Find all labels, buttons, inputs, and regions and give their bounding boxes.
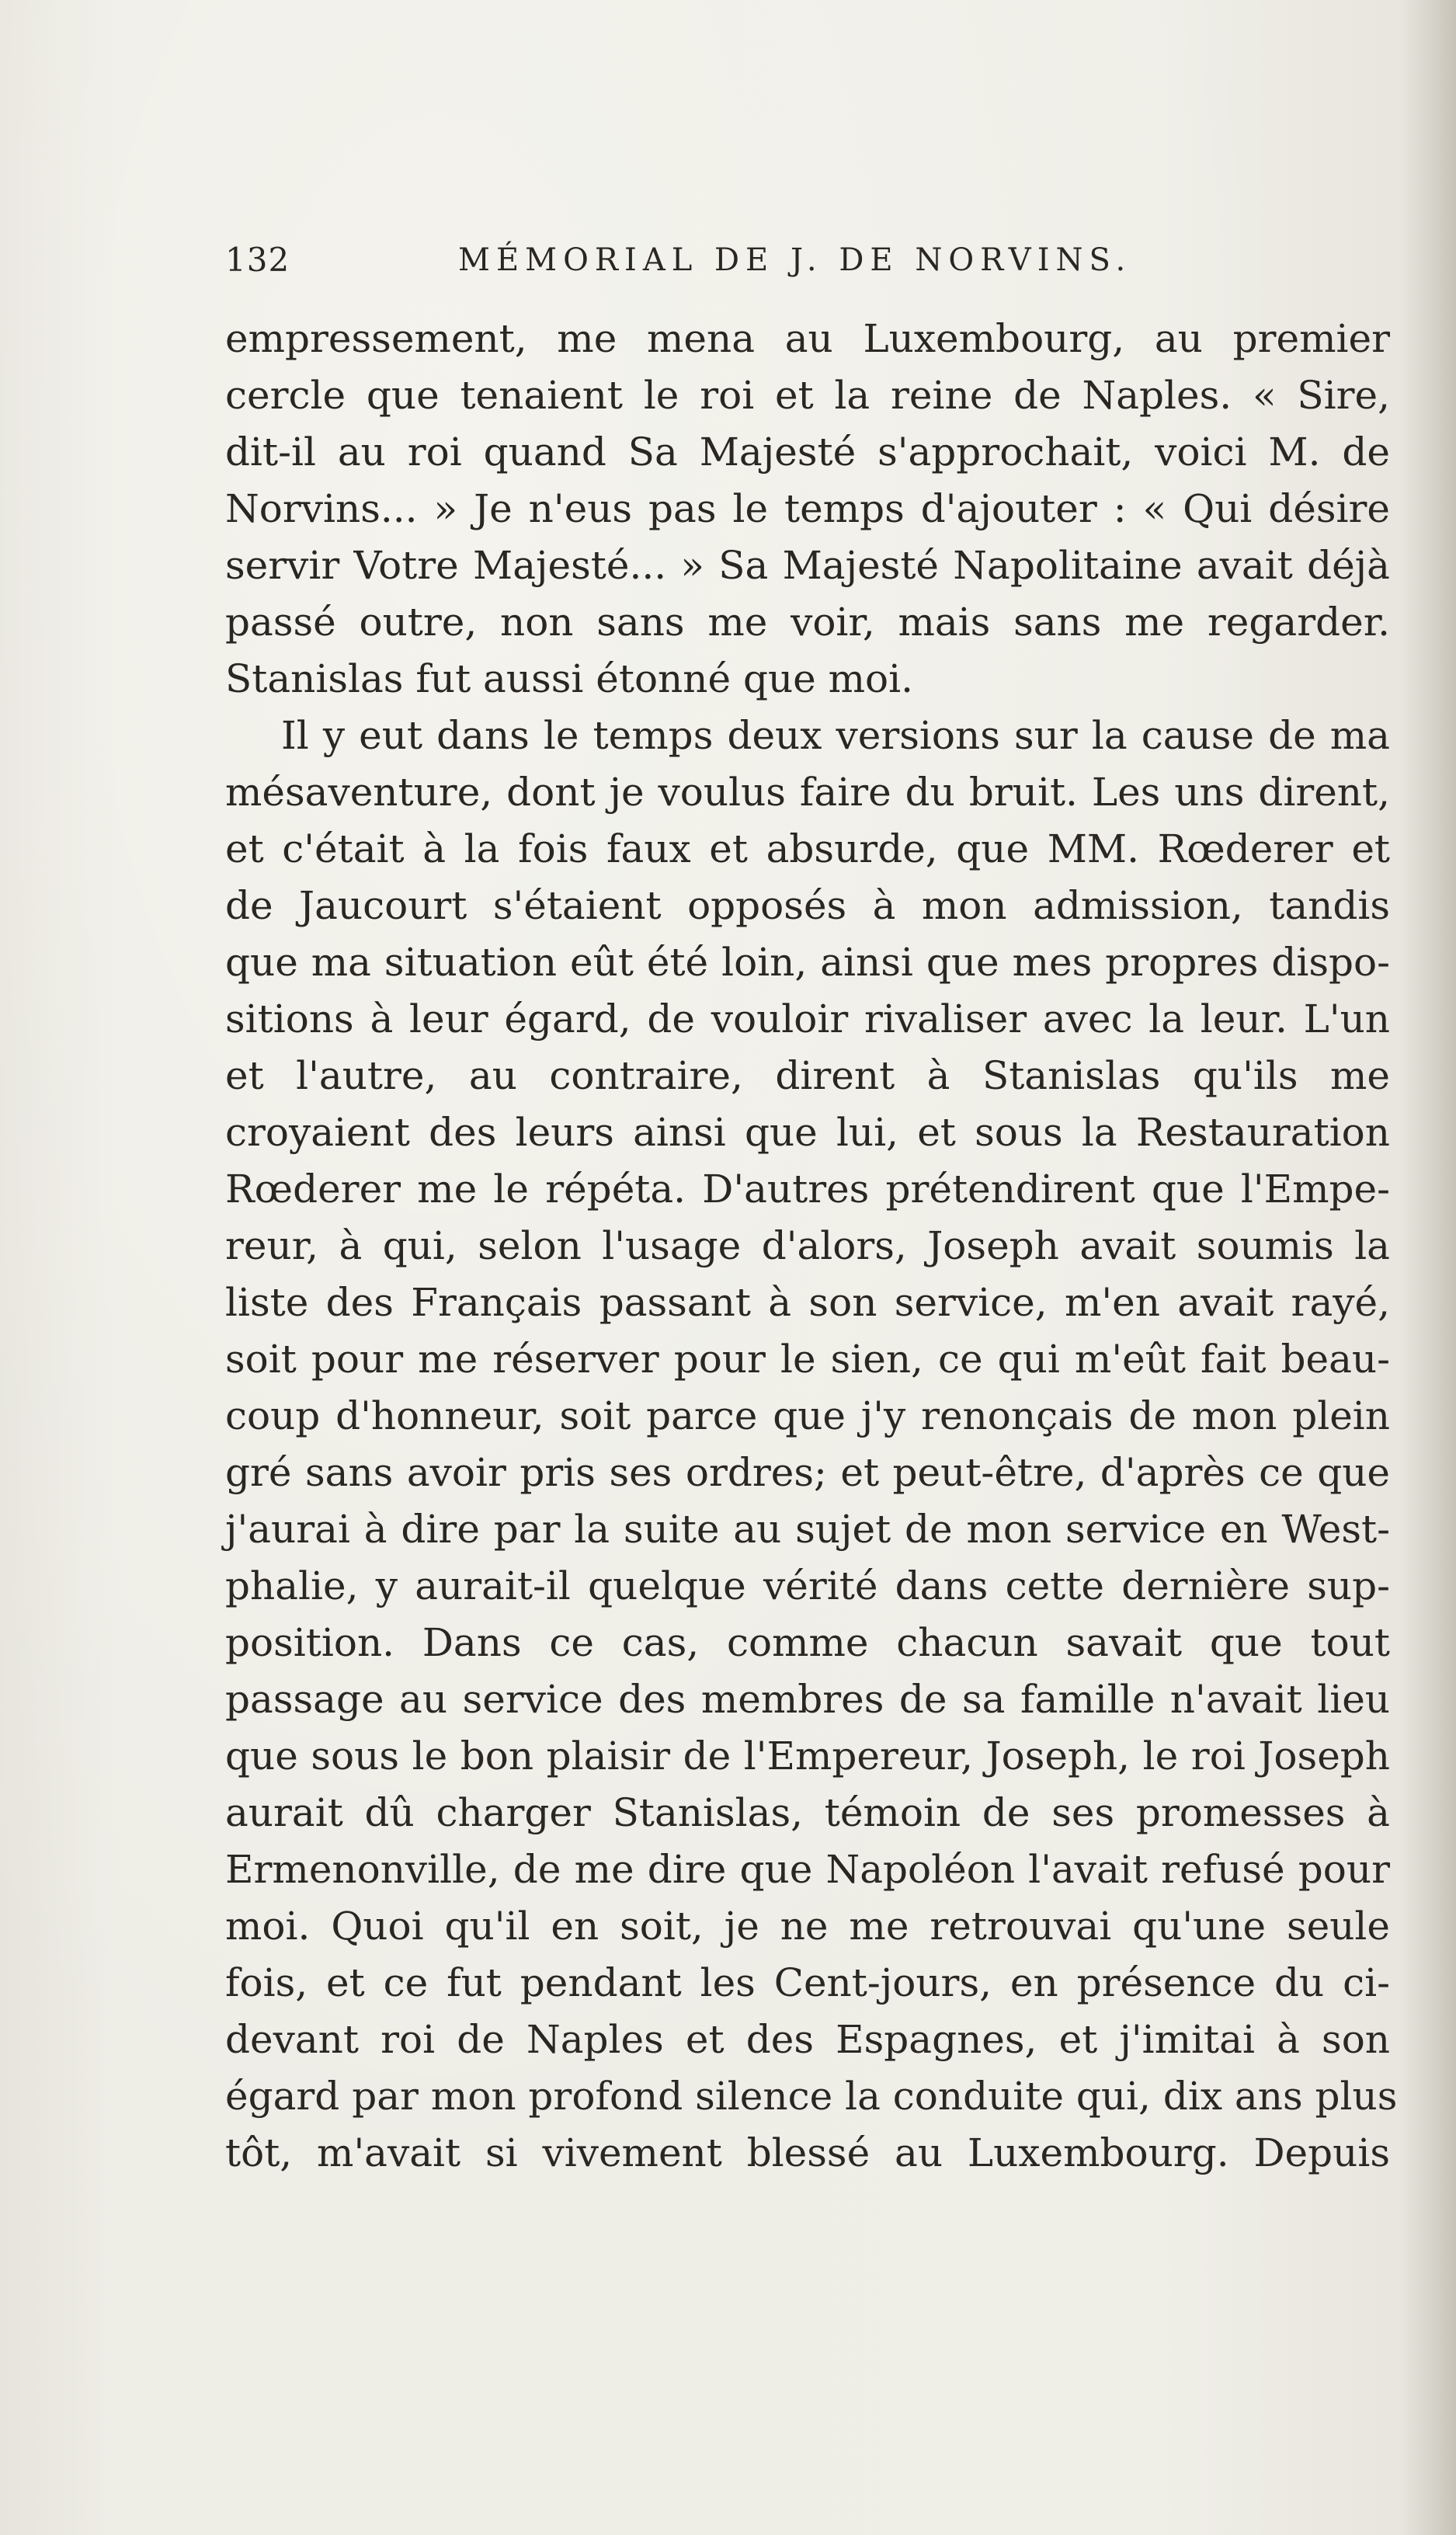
text-line: passé outre, non sans me voir, mais sans me regarder. <box>225 600 1390 645</box>
page-number: 132 <box>225 241 290 279</box>
body-text <box>225 311 1398 2182</box>
text-line: passage au service des membres de sa famille n'avait lieu <box>225 1677 1390 1722</box>
text-line: mésaventure, dont je voulus faire du bruit. Les uns dirent, <box>225 770 1390 815</box>
text-line: empressement, me mena au Luxembourg, au premier <box>225 316 1390 361</box>
page-edge-shadow <box>1402 0 1456 2535</box>
text-line: dit-il au roi quand Sa Majesté s'approchait, voici M. de <box>225 429 1390 475</box>
text-line: phalie, y aurait-il quelque vérité dans cette dernière sup- <box>225 1563 1390 1608</box>
text-line: cercle que tenaient le roi et la reine de Naples. « Sire, <box>225 373 1390 418</box>
text-line: Stanislas fut aussi étonné que moi. <box>225 656 914 701</box>
text-line: reur, à qui, selon l'usage d'alors, Joseph avait soumis la <box>225 1223 1390 1268</box>
text-line: servir Votre Majesté... » Sa Majesté Napolitaine avait déjà <box>225 543 1390 588</box>
text-line: position. Dans ce cas, comme chacun savait que tout <box>225 1620 1390 1665</box>
text-line: égard par mon profond silence la conduite qui, dix ans plus <box>225 2074 1398 2119</box>
text-line: liste des Français passant à son service, m'en avait rayé, <box>225 1280 1390 1325</box>
text-line: j'aurai à dire par la suite au sujet de mon service en West- <box>225 1507 1390 1552</box>
text-line: aurait dû charger Stanislas, témoin de ses promesses à <box>225 1790 1390 1835</box>
text-line: moi. Quoi qu'il en soit, je ne me retrouvai qu'une seule <box>225 1904 1390 1949</box>
running-title: MÉMORIAL DE J. DE NORVINS. <box>458 242 1132 278</box>
text-line: coup d'honneur, soit parce que j'y renonçais de mon plein <box>225 1393 1390 1438</box>
text-line: et c'était à la fois faux et absurde, que MM. Rœderer et <box>225 826 1390 871</box>
text-line: que ma situation eût été loin, ainsi que mes propres dispo- <box>225 940 1390 985</box>
text-line: devant roi de Naples et des Espagnes, et j'imitai à son <box>225 2017 1390 2062</box>
text-line: croyaient des leurs ainsi que lui, et sous la Restauration <box>225 1110 1390 1155</box>
text-line: fois, et ce fut pendant les Cent-jours, en présence du ci- <box>225 1960 1390 2005</box>
text-line: que sous le bon plaisir de l'Empereur, Joseph, le roi Joseph <box>225 1733 1390 1779</box>
text-line: Rœderer me le répéta. D'autres prétendirent que l'Empe- <box>225 1167 1390 1212</box>
text-line: Ermenonville, de me dire que Napoléon l'avait refusé pour <box>225 1847 1390 1892</box>
text-line: sitions à leur égard, de vouloir rivaliser avec la leur. L'un <box>225 996 1390 1041</box>
text-line: tôt, m'avait si vivement blessé au Luxembourg. Depuis <box>225 2130 1390 2175</box>
text-line: et l'autre, au contraire, dirent à Stanislas qu'ils me <box>225 1053 1390 1098</box>
text-line: soit pour me réserver pour le sien, ce qui m'eût fait beau- <box>225 1337 1390 1382</box>
running-head <box>225 241 1390 287</box>
text-line: gré sans avoir pris ses ordres; et peut-être, d'après ce que <box>225 1450 1390 1495</box>
text-line: Norvins... » Je n'eus pas le temps d'ajouter : « Qui désire <box>225 486 1390 531</box>
text-line-paragraph-start: Il y eut dans le temps deux versions sur la cause de ma <box>281 713 1390 758</box>
text-line: de Jaucourt s'étaient opposés à mon admission, tandis <box>225 883 1390 928</box>
